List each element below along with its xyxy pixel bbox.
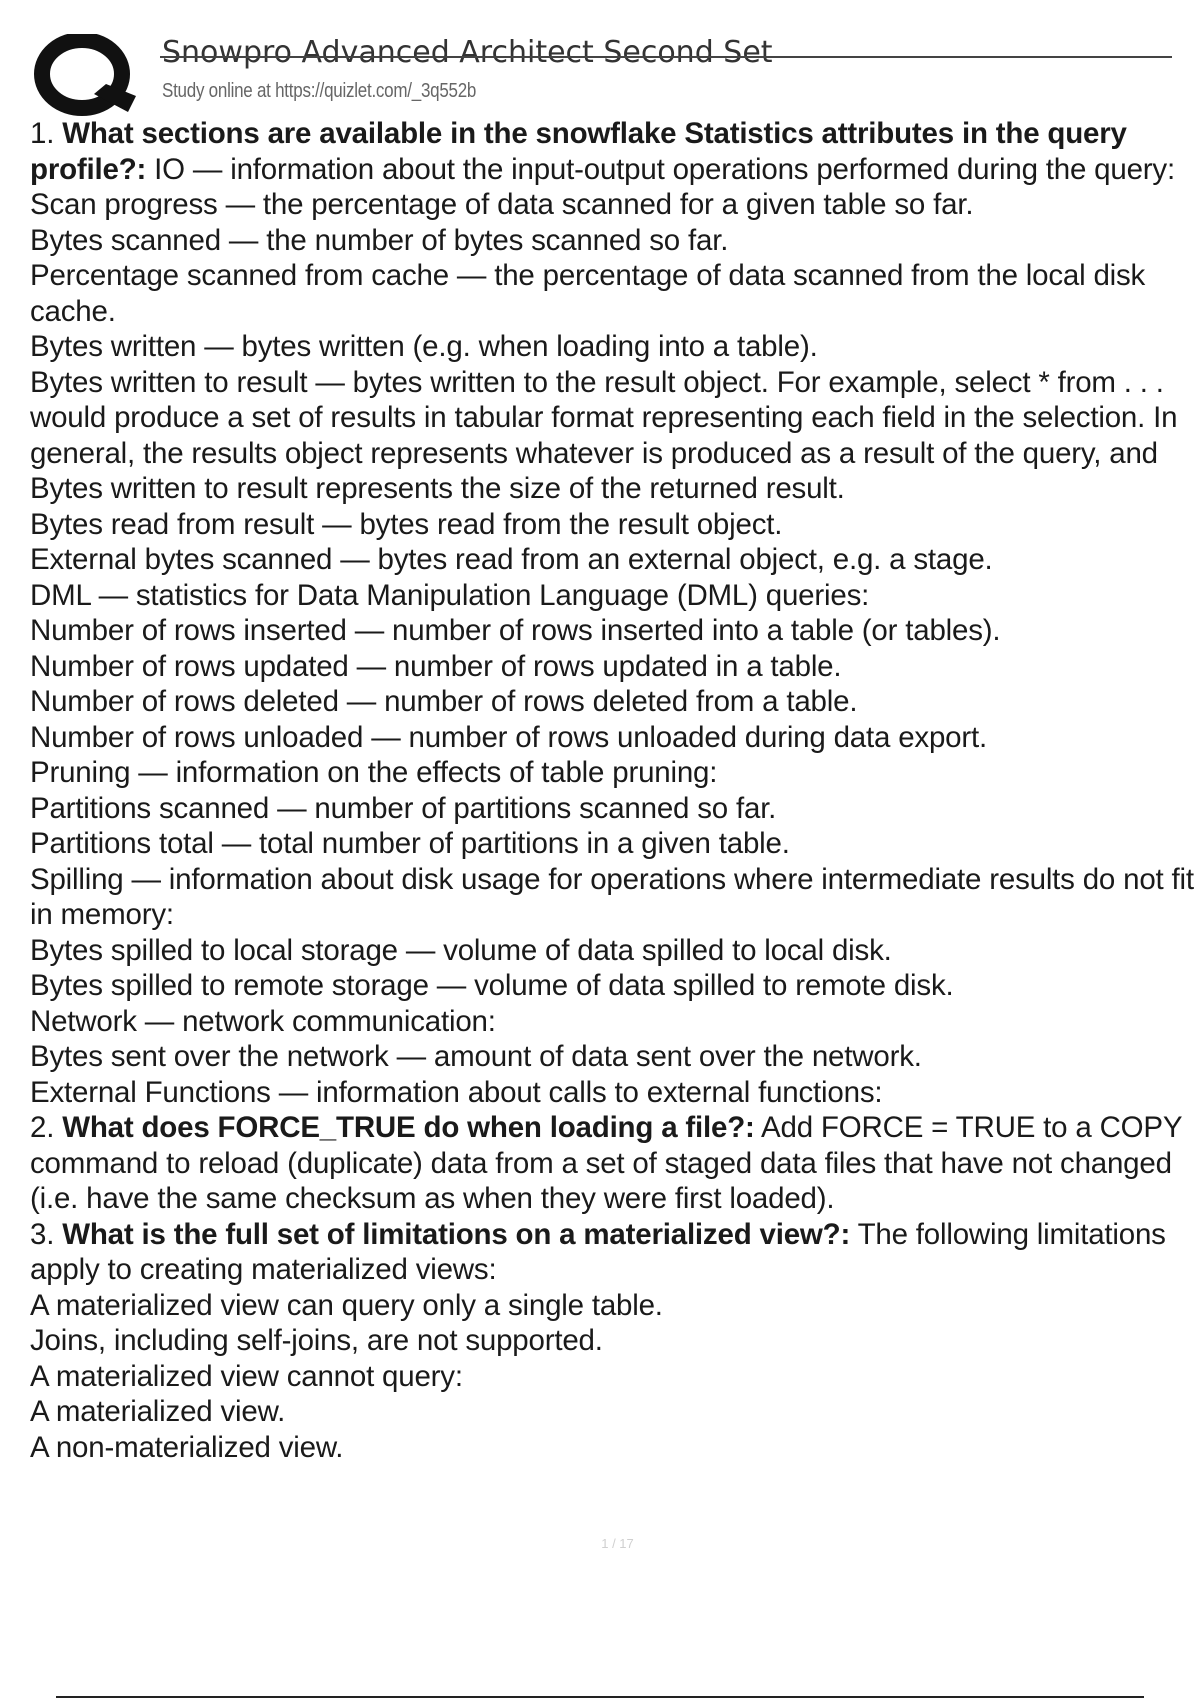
- answer-line: Bytes read from result — bytes read from the result object.: [30, 507, 783, 541]
- answer-line: Number of rows unloaded — number of rows unloaded during data export.: [30, 720, 987, 754]
- answer-line: Pruning — information on the effects of table pruning:: [30, 756, 718, 789]
- answer-line: Partitions scanned — number of partitions scanned so far.: [30, 791, 777, 825]
- answer-line: DML — statistics for Data Manipulation Language (DML) queries:: [30, 578, 870, 612]
- answer-line: Scan progress — the percentage of data scanned for a given table so far.: [30, 188, 974, 221]
- answer-line: Partitions total — total number of partitions in a given table.: [30, 827, 790, 860]
- question-number: 3.: [30, 1217, 55, 1251]
- title-block: [162, 32, 1172, 103]
- question-number: 2.: [30, 1111, 55, 1144]
- answer-text: IO — information about the input-output operations performed during the query:: [146, 152, 1175, 186]
- answer-line: Percentage scanned from cache — the percentage of data scanned from the local disk cache.: [30, 259, 1146, 328]
- answer-text: Add FORCE = TRUE to a COPY command to reload (duplicate) data from a set of staged data files that have not changed (i.e. have the same checksum as when they were first loaded).: [30, 1111, 1182, 1215]
- answer-line: Number of rows deleted — number of rows deleted from a table.: [30, 685, 858, 718]
- document-title: Snowpro Advanced Architect Second Set: [162, 35, 773, 70]
- answer-line: Bytes spilled to remote storage — volume of data spilled to remote disk.: [30, 969, 954, 1002]
- question-line: [30, 1217, 1200, 1288]
- answer-line: Bytes written — bytes written (e.g. when loading into a table).: [30, 330, 818, 363]
- question-text: What is the full set of limitations on a materialized view?:: [62, 1217, 851, 1251]
- question-line: [30, 116, 1200, 187]
- answer-line: Number of rows updated — number of rows updated in a table.: [30, 649, 842, 683]
- flashcard-content: [30, 116, 1200, 1465]
- answer-line: Bytes sent over the network — amount of data sent over the network.: [30, 1040, 922, 1073]
- title-strike-rule: [160, 56, 1172, 58]
- answer-line: Number of rows inserted — number of rows inserted into a table (or tables).: [30, 614, 1001, 647]
- question-line: [30, 1110, 1200, 1217]
- quizlet-q-logo: [32, 34, 142, 118]
- answer-line: Joins, including self-joins, are not supported.: [30, 1324, 603, 1357]
- footer-divider: [56, 1696, 1144, 1698]
- answer-line: A materialized view.: [30, 1395, 286, 1428]
- document-header: [30, 28, 1200, 118]
- answer-text: The following limitations apply to creating materialized views:: [30, 1217, 1166, 1286]
- answer-line: A materialized view can query only a single table.: [30, 1288, 663, 1322]
- question-number: 1.: [30, 117, 55, 150]
- answer-line: A non-materialized view.: [30, 1430, 344, 1464]
- question-text: What sections are available in the snowflake Statistics attributes in the query profile?:: [30, 117, 1127, 186]
- answer-line: Bytes written to result — bytes written to the result object. For example, select * from . . . would produce a set of results in tabular format representing each field in the selection. In general, the results object represents whatever is produced as a result of the query, and Bytes written to result represents the size of the returned result.: [30, 365, 1178, 505]
- answer-line: Bytes scanned — the number of bytes scanned so far.: [30, 223, 729, 257]
- answer-line: Spilling — information about disk usage for operations where intermediate results do not fit in memory:: [30, 862, 1194, 931]
- answer-line: External Functions — information about calls to external functions:: [30, 1075, 883, 1109]
- answer-line: External bytes scanned — bytes read from an external object, e.g. a stage.: [30, 543, 993, 576]
- question-text: What does FORCE_TRUE do when loading a file?:: [62, 1111, 755, 1144]
- page-number: 1 / 17: [601, 1536, 634, 1551]
- study-online-link[interactable]: Study online at https://quizlet.com/_3q552b: [162, 80, 477, 102]
- answer-line: A materialized view cannot query:: [30, 1359, 463, 1393]
- answer-line: Network — network communication:: [30, 1004, 496, 1038]
- answer-line: Bytes spilled to local storage — volume of data spilled to local disk.: [30, 933, 892, 967]
